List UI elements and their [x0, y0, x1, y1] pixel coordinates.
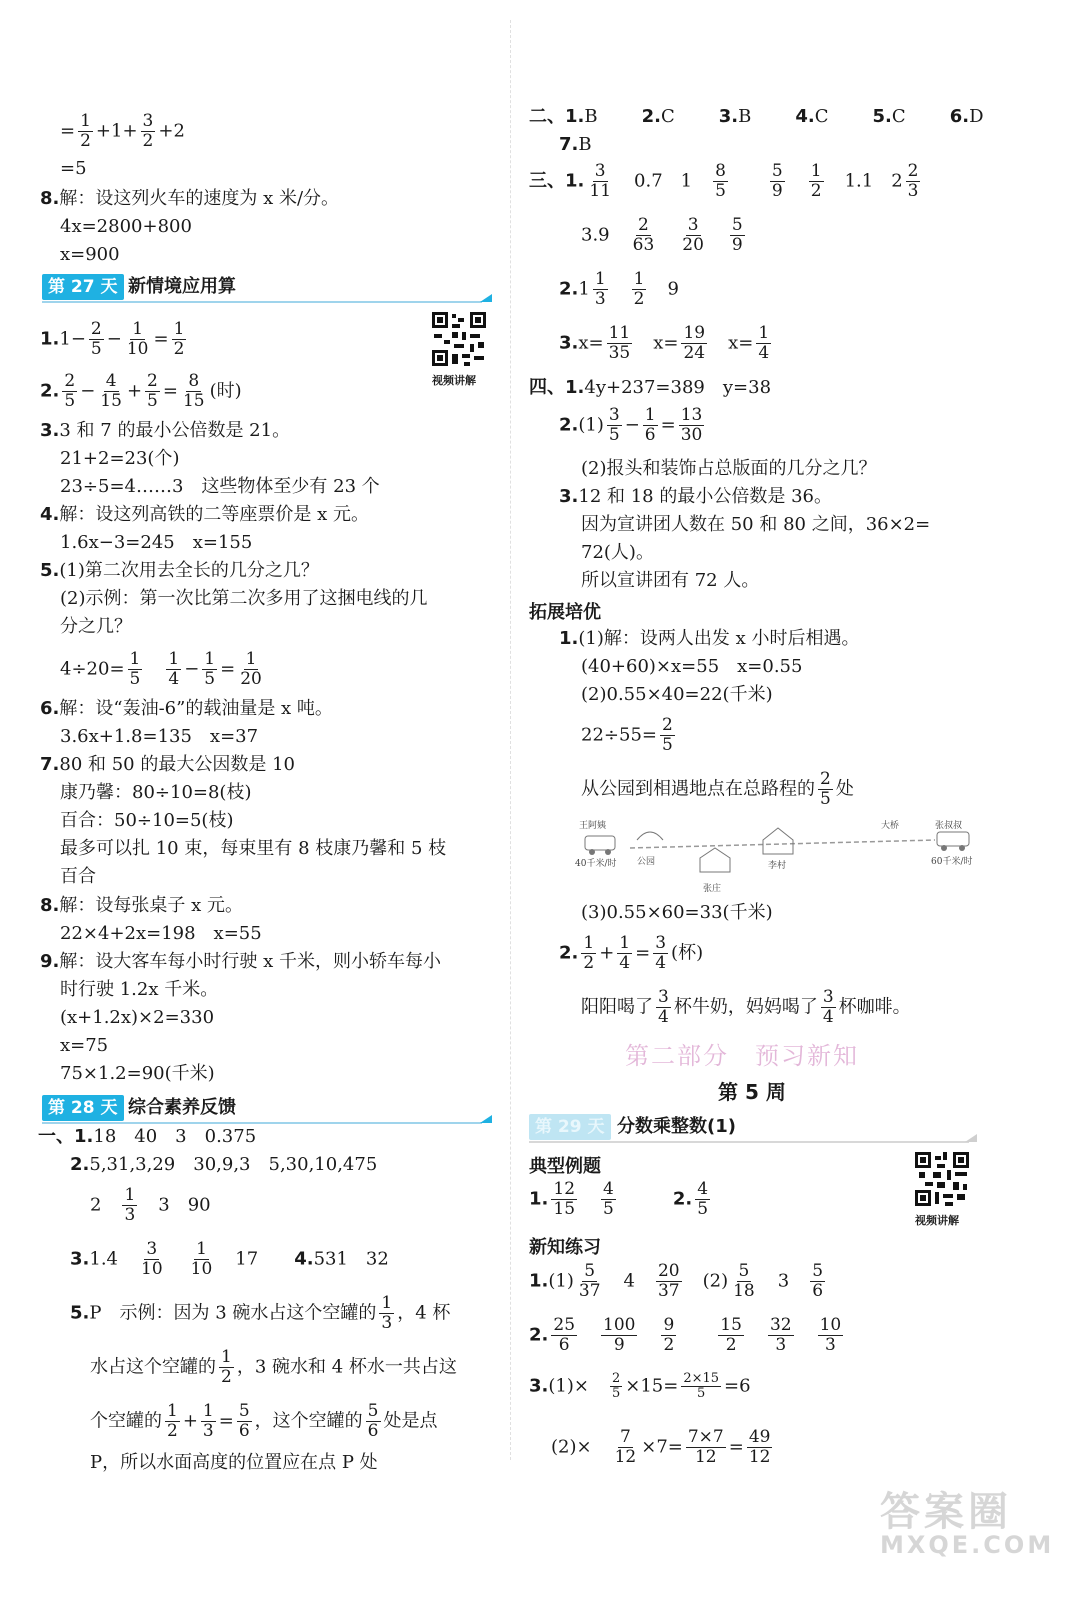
- day-title: 分数乘整数(1): [617, 1116, 736, 1137]
- question-8: 8.解：设这列火车的速度为 x 米/分。: [40, 188, 340, 209]
- day29-header: [529, 1114, 977, 1142]
- section-new-knowledge: 新知练习: [529, 1237, 601, 1258]
- answer-r4: 四、1.4y+237=389 y=38: [529, 377, 772, 398]
- eq-line: 23÷5=4……3 这些物体至少有 23 个: [60, 476, 380, 497]
- eq-line: 72(人)。: [581, 542, 654, 563]
- answer-9: 9.解：设大客车每小时行驶 x 千米，则小轿车每小: [40, 951, 441, 972]
- route-label: 张叔叔: [935, 821, 963, 831]
- eq-line: (x+1.2x)×2=330: [60, 1007, 215, 1028]
- route-diagram: [575, 818, 985, 898]
- answer-3: 3.3 和 7 的最小公倍数是 21。: [40, 420, 291, 441]
- answer-k4: (2)× $\frac{7}{12}$ ×7= $\frac{7\times 7}{12}$ = $\frac{49}{12}$: [551, 1427, 771, 1467]
- route-label: 张庄: [703, 884, 722, 894]
- answer-6: 6.解：设“轰油-6”的载油量是 x 吨。: [40, 698, 333, 719]
- qr-caption: 视频讲解: [915, 1214, 959, 1227]
- answer-r1: 二、1.B 2.C 3.B 4.C 5.C 6.D: [529, 106, 984, 127]
- eq-line: (2)报头和装饰占总版面的几分之几？: [581, 458, 877, 479]
- eq-line: (40+60)×x=55 x=0.55: [581, 656, 803, 677]
- eq-line: 从公园到相遇地点在总路程的 $\frac{2}{5}$ 处: [581, 769, 854, 809]
- answer-4: 4.解：设这列高铁的二等座票价是 x 元。: [40, 504, 369, 525]
- eq-line: 1.6x−3=245 x=155: [60, 532, 253, 553]
- answer-b5: 5.P 示例：因为 3 碗水占这个空罐的 $\frac{1}{3}$ ，4 杯: [70, 1293, 451, 1333]
- eq-line: (2)0.55×40=22(千米): [581, 684, 773, 705]
- eq-line: 4x=2800+800: [60, 216, 192, 237]
- eq-line: 75×1.2=90(千米): [60, 1063, 215, 1084]
- route-label: 公园: [637, 857, 656, 867]
- eq-line: 康乃馨：80÷10=8(枝): [60, 782, 252, 803]
- eq-line: P，所以水面高度的位置应在点 P 处: [90, 1452, 378, 1473]
- answer-e2: 2. $\frac{1}{2}$ + $\frac{1}{4}$ = $\frac{3}{4}$ (杯): [559, 933, 704, 973]
- answer-k1: 1.(1) $\frac{5}{37}$ 4 $\frac{20}{37}$ (2) $\frac{5}{18}$ 3 $\frac{5}{6}$: [529, 1261, 824, 1301]
- day-badge: 第 27 天: [42, 274, 124, 300]
- answer-2: 2. $\frac{2}{5}$ − $\frac{4}{15}$ + $\frac{2}{5}$ = $\frac{8}{15}$ (时): [40, 371, 242, 411]
- section-extension: 拓展培优: [529, 602, 601, 623]
- route-label: 60千米/时: [931, 857, 973, 867]
- answer-t: 1. $\frac{12}{15}$ $\frac{4}{5}$ 2. $\frac{4}{5}$: [529, 1179, 709, 1219]
- eq-line: 百合：50÷10=5(枝): [60, 810, 234, 831]
- eq-line: 3.6x+1.8=135 x=37: [60, 726, 259, 747]
- day-badge: 第 29 天: [529, 1114, 611, 1140]
- column-divider: [510, 20, 511, 1460]
- day28-header: [42, 1095, 492, 1123]
- answer-k3: 3.(1)× $\frac{2}{5}$ ×15= $\frac{2\times 15}{5}$ =6: [529, 1371, 751, 1401]
- eq-line: 百合: [60, 866, 96, 887]
- car-right-icon: [937, 832, 969, 851]
- eq-line: 21+2=23(个): [60, 448, 180, 469]
- eq-line: 时行驶 1.2x 千米。: [60, 979, 219, 1000]
- answer-k2: 2. $\frac{25}{6}$ $\frac{100}{9}$ $\frac{9}{2}$ $\frac{15}{2}$ $\frac{32}{3}$ $\frac{10}{3}$: [529, 1315, 842, 1355]
- route-label: 40千米/时: [575, 859, 617, 869]
- eq-line: =5: [60, 158, 87, 179]
- eq-line: 22÷55= $\frac{2}{5}$: [581, 715, 673, 755]
- eq-line: 3.9 $\frac{2}{63}$ $\frac{3}{20}$ $\frac{5}{9}$: [581, 215, 743, 255]
- answer-1: 1.1− $\frac{2}{5}$ − $\frac{1}{10}$ = $\frac{1}{2}$: [40, 319, 185, 359]
- route-label: 大桥: [881, 821, 900, 831]
- qr-code-icon[interactable]: [913, 1150, 971, 1208]
- eq-line: (2)示例：第一次比第二次多用了这捆电线的几: [60, 588, 428, 609]
- eq-line: 4÷20= $\frac{1}{5}$ $\frac{1}{4}$ − $\frac{1}{5}$ = $\frac{1}{20}$: [60, 649, 262, 689]
- answer-r3: 三、1. $\frac{3}{11}$ 0.7 1 $\frac{8}{5}$ $\frac{5}{9}$ $\frac{1}{2}$ 1.1 2 $\frac{2}{3}$: [529, 161, 919, 201]
- eq-line: 2 $\frac{1}{3}$ 3 90: [90, 1185, 211, 1225]
- eq-line: 分之几？: [60, 616, 132, 637]
- answer-e1: 1.(1)解：设两人出发 x 小时后相遇。: [559, 628, 860, 649]
- route-label: 李村: [768, 861, 787, 871]
- answer-b2: 2.5,31,3,29 30,9,3 5,30,10,475: [70, 1154, 378, 1175]
- qr-caption: 视频讲解: [432, 374, 476, 387]
- answer-b1: 一、1.18 40 3 0.375: [38, 1126, 257, 1147]
- watermark: 答案圈 MXQE.COM: [880, 1489, 1055, 1559]
- eq-line: 所以宣讲团有 72 人。: [581, 570, 760, 591]
- eq-line: x=900: [60, 244, 120, 265]
- eq-line: (3)0.55×60=33(千米): [581, 902, 773, 923]
- house-icon: [700, 848, 730, 872]
- qr-code-icon[interactable]: [430, 310, 488, 368]
- answer-b3: 3.1.4 $\frac{3}{10}$ $\frac{1}{10}$ 17 4.531 32: [70, 1239, 389, 1279]
- part-title: 第二部分 预习新知: [625, 1042, 859, 1070]
- eq-line: = $\frac{1}{2}$ +1+ $\frac{3}{2}$ +2: [60, 111, 185, 151]
- eq-line: 阳阳喝了 $\frac{3}{4}$ 杯牛奶，妈妈喝了 $\frac{3}{4}$ 杯咖啡。: [581, 987, 911, 1027]
- day-badge: 第 28 天: [42, 1095, 124, 1121]
- answer-8: 8.解：设每张桌子 x 元。: [40, 895, 243, 916]
- day-title: 新情境应用算: [128, 276, 236, 297]
- eq-line: 水占这个空罐的 $\frac{1}{2}$ ，3 碗水和 4 杯水一共占这: [90, 1347, 457, 1387]
- day-title: 综合素养反馈: [128, 1097, 236, 1118]
- answer-7: 7.80 和 50 的最大公因数是 10: [40, 754, 295, 775]
- answer-5: 5.(1)第二次用去全长的几分之几？: [40, 560, 319, 581]
- village-icon: [763, 828, 793, 854]
- route-label: 王阿姨: [579, 821, 607, 831]
- eq-line: 最多可以扎 10 束，每束里有 8 枝康乃馨和 5 枝: [60, 838, 447, 859]
- answer-r32: 2.1 $\frac{1}{3}$ $\frac{1}{2}$ 9: [559, 269, 679, 309]
- eq-line: 因为宣讲团人数在 50 和 80 之间，36×2=: [581, 514, 931, 535]
- week-title: 第 5 周: [718, 1080, 786, 1104]
- park-icon: [637, 832, 663, 840]
- answer-r43: 3.12 和 18 的最小公倍数是 36。: [559, 486, 832, 507]
- answer-r33: 3.x= $\frac{11}{35}$ x= $\frac{19}{24}$ x= $\frac{1}{4}$: [559, 323, 770, 363]
- eq-line: 个空罐的 $\frac{1}{2}$ + $\frac{1}{3}$ = $\frac{5}{6}$ ，这个空罐的 $\frac{5}{6}$ 处是点: [90, 1401, 438, 1441]
- eq-line: 22×4+2x=198 x=55: [60, 923, 262, 944]
- car-left-icon: [585, 836, 615, 855]
- answer-r7: 7.B: [559, 134, 592, 155]
- answer-r42: 2.(1) $\frac{3}{5}$ − $\frac{1}{6}$ = $\frac{13}{30}$: [559, 405, 703, 445]
- day27-header: [42, 274, 492, 302]
- section-typical: 典型例题: [529, 1156, 601, 1177]
- eq-line: x=75: [60, 1035, 109, 1056]
